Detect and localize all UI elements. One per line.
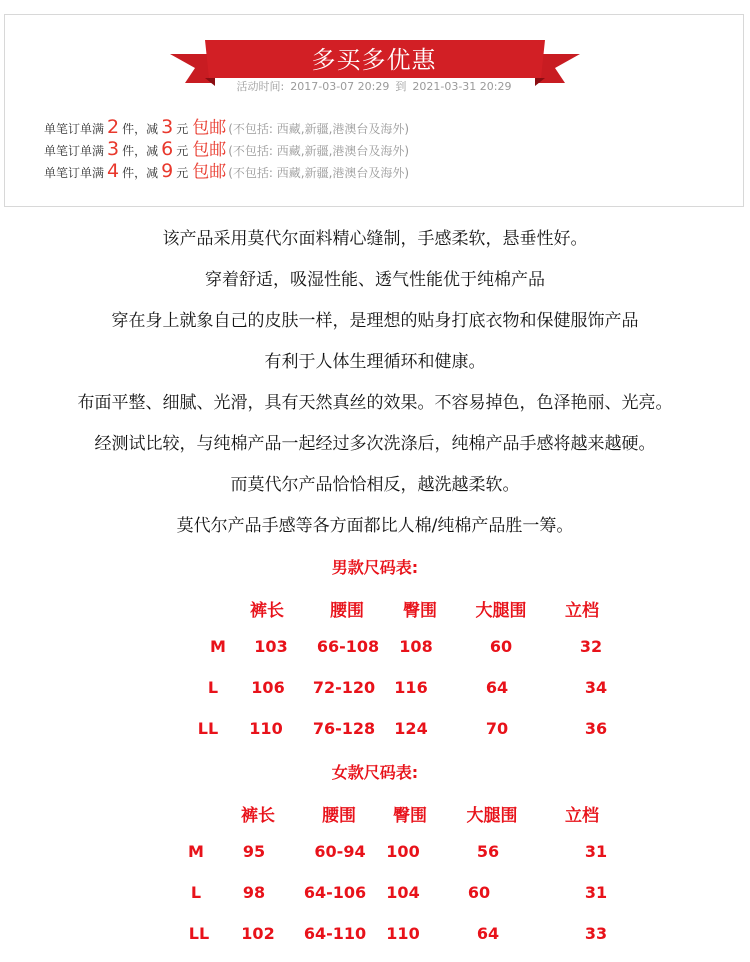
discount-rules [44, 116, 409, 182]
mens-size-table-title: 男款尺码表: [331, 558, 419, 577]
rule-prefix: 单笔订单满 [44, 122, 105, 136]
column-header: 臀围 [393, 806, 427, 826]
size-label: M [188, 842, 204, 861]
table-cell: 103 [254, 637, 288, 656]
period-start: 2017-03-07 20:29 [290, 80, 390, 93]
table-cell: 64-110 [303, 924, 367, 943]
table-cell: 31 [584, 842, 608, 861]
rule-prefix: 单笔订单满 [44, 144, 105, 158]
size-label: LL [197, 719, 219, 738]
rule-unit: 件，减 [122, 166, 159, 180]
column-header: 立档 [565, 806, 599, 826]
rule-exclusion: (不包括: 西藏,新疆,港澳台及海外) [228, 166, 410, 180]
column-header: 裤长 [241, 806, 275, 826]
rule-unit: 件，减 [122, 144, 159, 158]
table-cell: 72-120 [312, 678, 376, 697]
table-cell: 124 [394, 719, 428, 738]
description-line: 穿在身上就象自己的皮肤一样，是理想的贴身打底衣物和保健服饰产品 [111, 311, 639, 331]
table-cell: 76-128 [312, 719, 376, 738]
promotion-title: 多买多优惠 [311, 46, 437, 74]
table-cell: 106 [251, 678, 285, 697]
table-cell: 102 [241, 924, 275, 943]
size-label: L [207, 678, 219, 697]
table-cell: 64-106 [303, 883, 367, 902]
table-cell: 95 [242, 842, 266, 861]
rule-exclusion: (不包括: 西藏,新疆,港澳台及海外) [228, 122, 410, 136]
description-line: 穿着舒适，吸湿性能、透气性能优于纯棉产品 [205, 270, 545, 290]
table-cell: 70 [485, 719, 509, 738]
column-header: 大腿围 [466, 806, 518, 826]
description-line: 该产品采用莫代尔面料精心缝制，手感柔软，悬垂性好。 [162, 229, 588, 249]
womens-size-table-title: 女款尺码表: [331, 763, 419, 782]
rule-free-shipping: 包邮 [192, 118, 227, 138]
table-cell: 108 [399, 637, 433, 656]
table-cell: 66-108 [316, 637, 380, 656]
rule-free-shipping: 包邮 [192, 162, 227, 182]
description-line: 莫代尔产品手感等各方面都比人棉/纯棉产品胜一筹。 [176, 516, 574, 536]
table-cell: 64 [476, 924, 500, 943]
description-line: 有利于人体生理循环和健康。 [264, 352, 486, 372]
rule-currency: 元 [176, 144, 189, 158]
rule-amount: 6 [161, 138, 174, 160]
rule-unit: 件，减 [122, 122, 159, 136]
discount-rule [44, 160, 409, 182]
column-header: 臀围 [403, 601, 437, 621]
table-cell: 56 [476, 842, 500, 861]
table-cell: 64 [485, 678, 509, 697]
table-cell: 60-94 [314, 842, 366, 861]
table-cell: 32 [579, 637, 603, 656]
table-cell: 110 [386, 924, 420, 943]
column-header: 腰围 [330, 601, 364, 621]
rule-count: 3 [107, 138, 120, 160]
table-cell: 100 [386, 842, 420, 861]
rule-amount: 3 [161, 116, 174, 138]
description-line: 而莫代尔产品恰恰相反，越洗越柔软。 [230, 475, 520, 495]
discount-rule [44, 138, 409, 160]
column-header: 大腿围 [475, 601, 527, 621]
column-header: 裤长 [250, 601, 284, 621]
table-cell: 31 [584, 883, 608, 902]
promotion-banner [0, 0, 750, 110]
rule-count: 2 [107, 116, 120, 138]
table-cell: 98 [242, 883, 266, 902]
table-cell: 116 [394, 678, 428, 697]
rule-amount: 9 [161, 160, 174, 182]
rule-currency: 元 [176, 122, 189, 136]
discount-rule [44, 116, 409, 138]
table-cell: 36 [584, 719, 608, 738]
rule-count: 4 [107, 160, 120, 182]
period-label: 活动时间: [236, 80, 285, 93]
description-line: 布面平整、细腻、光滑，具有天然真丝的效果。不容易掉色，色泽艳丽、光亮。 [77, 393, 673, 413]
table-cell: 60 [489, 637, 513, 656]
rule-free-shipping: 包邮 [192, 140, 227, 160]
table-cell: 104 [386, 883, 420, 902]
period-to: 到 [395, 80, 407, 93]
table-cell: 60 [467, 883, 491, 902]
product-description [0, 222, 750, 550]
size-label: M [210, 637, 226, 656]
size-label: L [190, 883, 202, 902]
table-cell: 34 [584, 678, 608, 697]
rule-currency: 元 [176, 166, 189, 180]
rule-exclusion: (不包括: 西藏,新疆,港澳台及海外) [228, 144, 410, 158]
promotion-period [205, 80, 543, 94]
size-label: LL [188, 924, 210, 943]
description-line: 经测试比较，与纯棉产品一起经过多次洗涤后，纯棉产品手感将越来越硬。 [94, 434, 656, 454]
column-header: 立档 [565, 601, 599, 621]
table-cell: 33 [584, 924, 608, 943]
column-header: 腰围 [322, 806, 356, 826]
table-cell: 110 [249, 719, 283, 738]
rule-prefix: 单笔订单满 [44, 166, 105, 180]
period-end: 2021-03-31 20:29 [412, 80, 512, 93]
